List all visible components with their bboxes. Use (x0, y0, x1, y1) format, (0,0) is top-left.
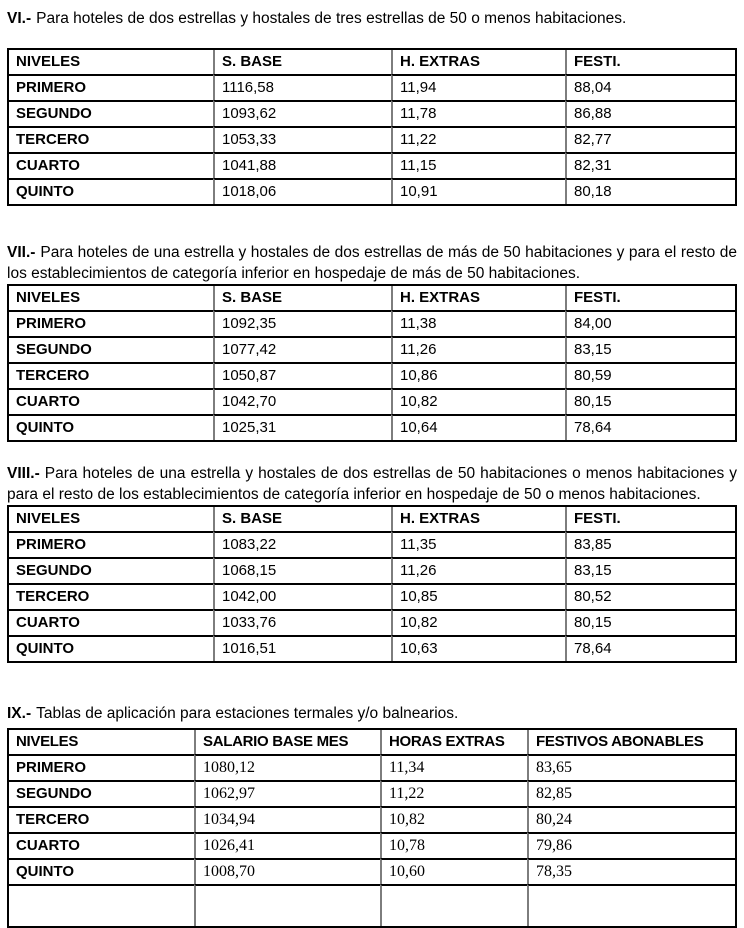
nivel-cell: TERCERO (9, 806, 194, 832)
salario-cell: 1080,12 (194, 754, 380, 780)
sbase-cell: 1050,87 (213, 362, 391, 388)
table-row (9, 635, 735, 661)
festi-cell: 80,52 (565, 583, 735, 609)
festi-cell: 82,31 (565, 152, 735, 178)
clipped-cell (380, 884, 527, 926)
nivel-cell: PRIMERO (9, 531, 213, 557)
column-header-festi: FESTI. (565, 507, 735, 531)
table-row (9, 388, 735, 414)
clipped-cell (9, 884, 194, 926)
table-row (9, 152, 735, 178)
festivos-cell: 79,86 (527, 832, 735, 858)
festi-cell: 80,15 (565, 609, 735, 635)
festivos-cell: 82,85 (527, 780, 735, 806)
salario-cell: 1026,41 (194, 832, 380, 858)
section-ix-heading (7, 703, 737, 724)
table-row (9, 806, 735, 832)
nivel-cell: PRIMERO (9, 310, 213, 336)
festi-cell: 88,04 (565, 74, 735, 100)
column-header-hextras: H. EXTRAS (391, 507, 565, 531)
table-row (9, 126, 735, 152)
hextras-cell: 11,35 (391, 531, 565, 557)
salary-table-ix (7, 728, 737, 928)
hextras-cell: 11,38 (391, 310, 565, 336)
hextras-cell: 10,91 (391, 178, 565, 204)
nivel-cell: CUARTO (9, 609, 213, 635)
hextras-cell: 10,64 (391, 414, 565, 440)
nivel-cell: CUARTO (9, 388, 213, 414)
festivos-cell: 80,24 (527, 806, 735, 832)
nivel-cell: SEGUNDO (9, 557, 213, 583)
nivel-cell: QUINTO (9, 635, 213, 661)
column-header-festi: FESTI. (565, 286, 735, 310)
festi-cell: 82,77 (565, 126, 735, 152)
section-vi-heading-text: Para hoteles de dos estrellas y hostales de tres estrellas de 50 o menos habitaciones. (36, 10, 627, 27)
column-header-festivos-abonables: FESTIVOS ABONABLES (527, 730, 735, 754)
festi-cell: 84,00 (565, 310, 735, 336)
hextras-cell: 11,94 (391, 74, 565, 100)
nivel-cell: PRIMERO (9, 74, 213, 100)
column-header-niveles: NIVELES (16, 510, 81, 527)
table-row (9, 414, 735, 440)
column-header-horas-extras: HORAS EXTRAS (380, 730, 527, 754)
hextras-cell: 11,22 (391, 126, 565, 152)
section-ix (7, 703, 737, 928)
hextras-cell: 10,82 (391, 388, 565, 414)
table-header-row (9, 507, 735, 531)
nivel-cell: TERCERO (9, 126, 213, 152)
sbase-cell: 1053,33 (213, 126, 391, 152)
column-header-salario-base-mes: SALARIO BASE MES (194, 730, 380, 754)
clipped-cell (527, 884, 735, 926)
table-header-row (9, 730, 735, 754)
section-vi-number: VI.- (7, 10, 32, 27)
column-header-niveles: NIVELES (16, 289, 81, 306)
table-row (9, 310, 735, 336)
sbase-cell: 1041,88 (213, 152, 391, 178)
festi-cell: 80,18 (565, 178, 735, 204)
festi-cell: 78,64 (565, 414, 735, 440)
table-row (9, 336, 735, 362)
section-vii-number: VII.- (7, 244, 36, 261)
salary-table-vii (7, 284, 737, 442)
section-viii-heading (7, 463, 737, 505)
festi-cell: 78,64 (565, 635, 735, 661)
festi-cell: 83,15 (565, 336, 735, 362)
table-row (9, 557, 735, 583)
column-header-niveles: NIVELES (16, 733, 79, 750)
salario-cell: 1008,70 (194, 858, 380, 884)
festivos-cell: 78,35 (527, 858, 735, 884)
table-row (9, 609, 735, 635)
horas-cell: 11,22 (380, 780, 527, 806)
festi-cell: 83,15 (565, 557, 735, 583)
nivel-cell: SEGUNDO (9, 780, 194, 806)
sbase-cell: 1092,35 (213, 310, 391, 336)
festi-cell: 80,59 (565, 362, 735, 388)
horas-cell: 10,60 (380, 858, 527, 884)
sbase-cell: 1042,70 (213, 388, 391, 414)
column-header-niveles: NIVELES (16, 53, 81, 70)
section-ix-heading-text: Tablas de aplicación para estaciones termales y/o balnearios. (36, 705, 459, 722)
table-row (9, 74, 735, 100)
sbase-cell: 1077,42 (213, 336, 391, 362)
hextras-cell: 11,26 (391, 336, 565, 362)
nivel-cell: TERCERO (9, 583, 213, 609)
nivel-cell: SEGUNDO (9, 100, 213, 126)
hextras-cell: 10,85 (391, 583, 565, 609)
table-header-row (9, 286, 735, 310)
table-row (9, 780, 735, 806)
table-row (9, 754, 735, 780)
salary-table-viii (7, 505, 737, 663)
sbase-cell: 1093,62 (213, 100, 391, 126)
table-row (9, 362, 735, 388)
festi-cell: 83,85 (565, 531, 735, 557)
horas-cell: 10,82 (380, 806, 527, 832)
nivel-cell: QUINTO (9, 414, 213, 440)
hextras-cell: 11,15 (391, 152, 565, 178)
festi-cell: 80,15 (565, 388, 735, 414)
sbase-cell: 1083,22 (213, 531, 391, 557)
sbase-cell: 1033,76 (213, 609, 391, 635)
section-vii-heading (7, 242, 737, 284)
table-row (9, 583, 735, 609)
salary-table-vi (7, 48, 737, 206)
table-row (9, 178, 735, 204)
table-header-row (9, 50, 735, 74)
nivel-cell: QUINTO (9, 178, 213, 204)
section-viii-heading-text: Para hoteles de una estrella y hostales de dos estrellas de 50 habitaciones o menos habitaciones y para el resto de los establecimientos de categoría inferior en hospedaje de 50 o menos habitaciones. (7, 465, 737, 503)
column-header-hextras: H. EXTRAS (391, 286, 565, 310)
table-row (9, 832, 735, 858)
column-header-sbase: S. BASE (213, 50, 391, 74)
column-header-sbase: S. BASE (213, 286, 391, 310)
section-ix-number: IX.- (7, 705, 32, 722)
sbase-cell: 1018,06 (213, 178, 391, 204)
sbase-cell: 1116,58 (213, 74, 391, 100)
nivel-cell: PRIMERO (9, 754, 194, 780)
salario-cell: 1034,94 (194, 806, 380, 832)
section-viii-number: VIII.- (7, 465, 40, 482)
table-row (9, 100, 735, 126)
horas-cell: 10,78 (380, 832, 527, 858)
hextras-cell: 10,82 (391, 609, 565, 635)
horas-cell: 11,34 (380, 754, 527, 780)
nivel-cell: CUARTO (9, 152, 213, 178)
sbase-cell: 1025,31 (213, 414, 391, 440)
column-header-hextras: H. EXTRAS (391, 50, 565, 74)
hextras-cell: 10,63 (391, 635, 565, 661)
sbase-cell: 1016,51 (213, 635, 391, 661)
table-row (9, 531, 735, 557)
sbase-cell: 1042,00 (213, 583, 391, 609)
nivel-cell: QUINTO (9, 858, 194, 884)
section-vii-heading-text: Para hoteles de una estrella y hostales de dos estrellas de más de 50 habitaciones y para el resto de los establecimientos de categoría inferior en hospedaje de más de 50 habitaciones. (7, 244, 737, 282)
nivel-cell: TERCERO (9, 362, 213, 388)
nivel-cell: SEGUNDO (9, 336, 213, 362)
festivos-cell: 83,65 (527, 754, 735, 780)
clipped-row (9, 884, 735, 926)
nivel-cell: CUARTO (9, 832, 194, 858)
clipped-cell (194, 884, 380, 926)
hextras-cell: 11,26 (391, 557, 565, 583)
section-vii (7, 242, 737, 442)
section-vi (7, 8, 737, 206)
column-header-sbase: S. BASE (213, 507, 391, 531)
hextras-cell: 11,78 (391, 100, 565, 126)
sbase-cell: 1068,15 (213, 557, 391, 583)
festi-cell: 86,88 (565, 100, 735, 126)
section-viii (7, 463, 737, 663)
salario-cell: 1062,97 (194, 780, 380, 806)
column-header-festi: FESTI. (565, 50, 735, 74)
hextras-cell: 10,86 (391, 362, 565, 388)
table-row (9, 858, 735, 884)
section-vi-heading (7, 8, 737, 29)
